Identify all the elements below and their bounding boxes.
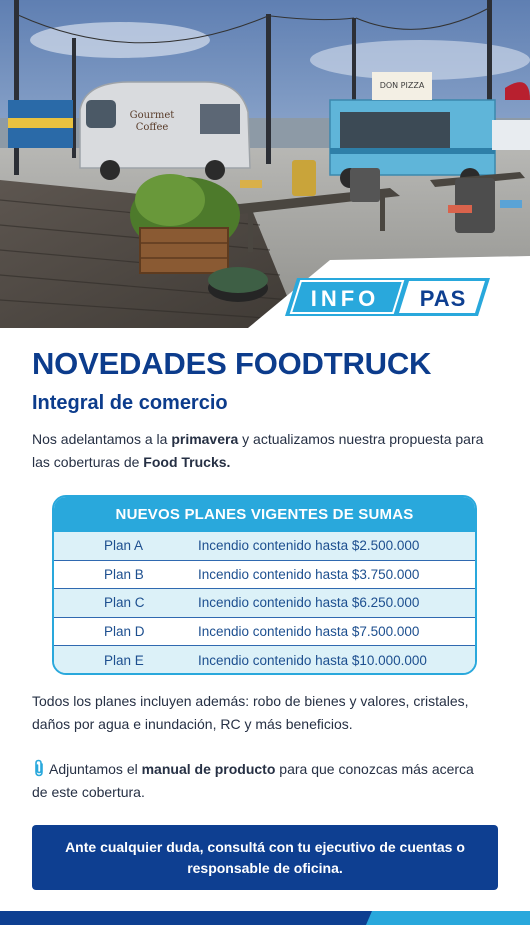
plans-table-header: NUEVOS PLANES VIGENTES DE SUMAS: [54, 497, 475, 532]
hero-image: [0, 0, 530, 328]
extras-paragraph: Todos los planes incluyen además: robo de bienes y valores, cristales, daños por agua e inundación, RC y más beneficios.: [32, 693, 469, 732]
plans-table: [52, 495, 477, 675]
intro-text-2: y actualizamos nuestra propuesta para las coberturas de: [32, 431, 484, 470]
badge-pas-text: PAS: [419, 286, 467, 311]
table-row: [54, 646, 475, 675]
plan-description: Incendio contenido hasta $6.250.000: [198, 595, 420, 611]
intro-bold-primavera: primavera: [171, 431, 239, 447]
trailer-sign: Gourmet: [129, 110, 175, 121]
contact-banner-text: Ante cualquier duda, consultá con tu ejecutivo de cuentas o responsable de oficina.: [65, 838, 465, 876]
svg-text:DON PIZZA: DON PIZZA: [379, 81, 425, 90]
table-row: [54, 618, 475, 647]
plan-description: Incendio contenido hasta $10.000.000: [198, 653, 427, 669]
paperclip-icon[interactable]: [32, 759, 46, 777]
badge-info-text: INFO: [310, 286, 380, 311]
footer-bar: [0, 911, 530, 925]
manual-text-1: Adjuntamos el: [49, 761, 142, 777]
plan-description: Incendio contenido hasta $2.500.000: [198, 538, 420, 554]
plan-description: Incendio contenido hasta $3.750.000: [198, 566, 420, 582]
plan-name: Plan E: [104, 653, 144, 669]
intro-bold-food-trucks: Food Trucks.: [143, 454, 231, 470]
table-row: [54, 532, 475, 561]
info-pas-badge: [285, 276, 495, 318]
table-row: [54, 589, 475, 618]
svg-text:Coffee: Coffee: [135, 122, 169, 133]
manual-link[interactable]: manual de producto: [141, 761, 276, 777]
intro-text-1: Nos adelantamos a la: [32, 431, 172, 447]
contact-banner: [32, 825, 498, 890]
manual-text-2: para que conozcas más acerca de este cobertura.: [32, 761, 474, 800]
table-row: [54, 561, 475, 590]
page-subtitle: Integral de comercio: [32, 392, 228, 414]
page-title: NOVEDADES FOODTRUCK: [32, 346, 432, 381]
plan-name: Plan D: [104, 624, 145, 640]
plan-name: Plan B: [104, 566, 144, 582]
plan-description: Incendio contenido hasta $7.500.000: [198, 624, 420, 640]
manual-paragraph: [32, 758, 492, 804]
plan-name: Plan A: [104, 538, 144, 554]
intro-paragraph: [32, 428, 502, 474]
plan-name: Plan C: [104, 595, 145, 611]
